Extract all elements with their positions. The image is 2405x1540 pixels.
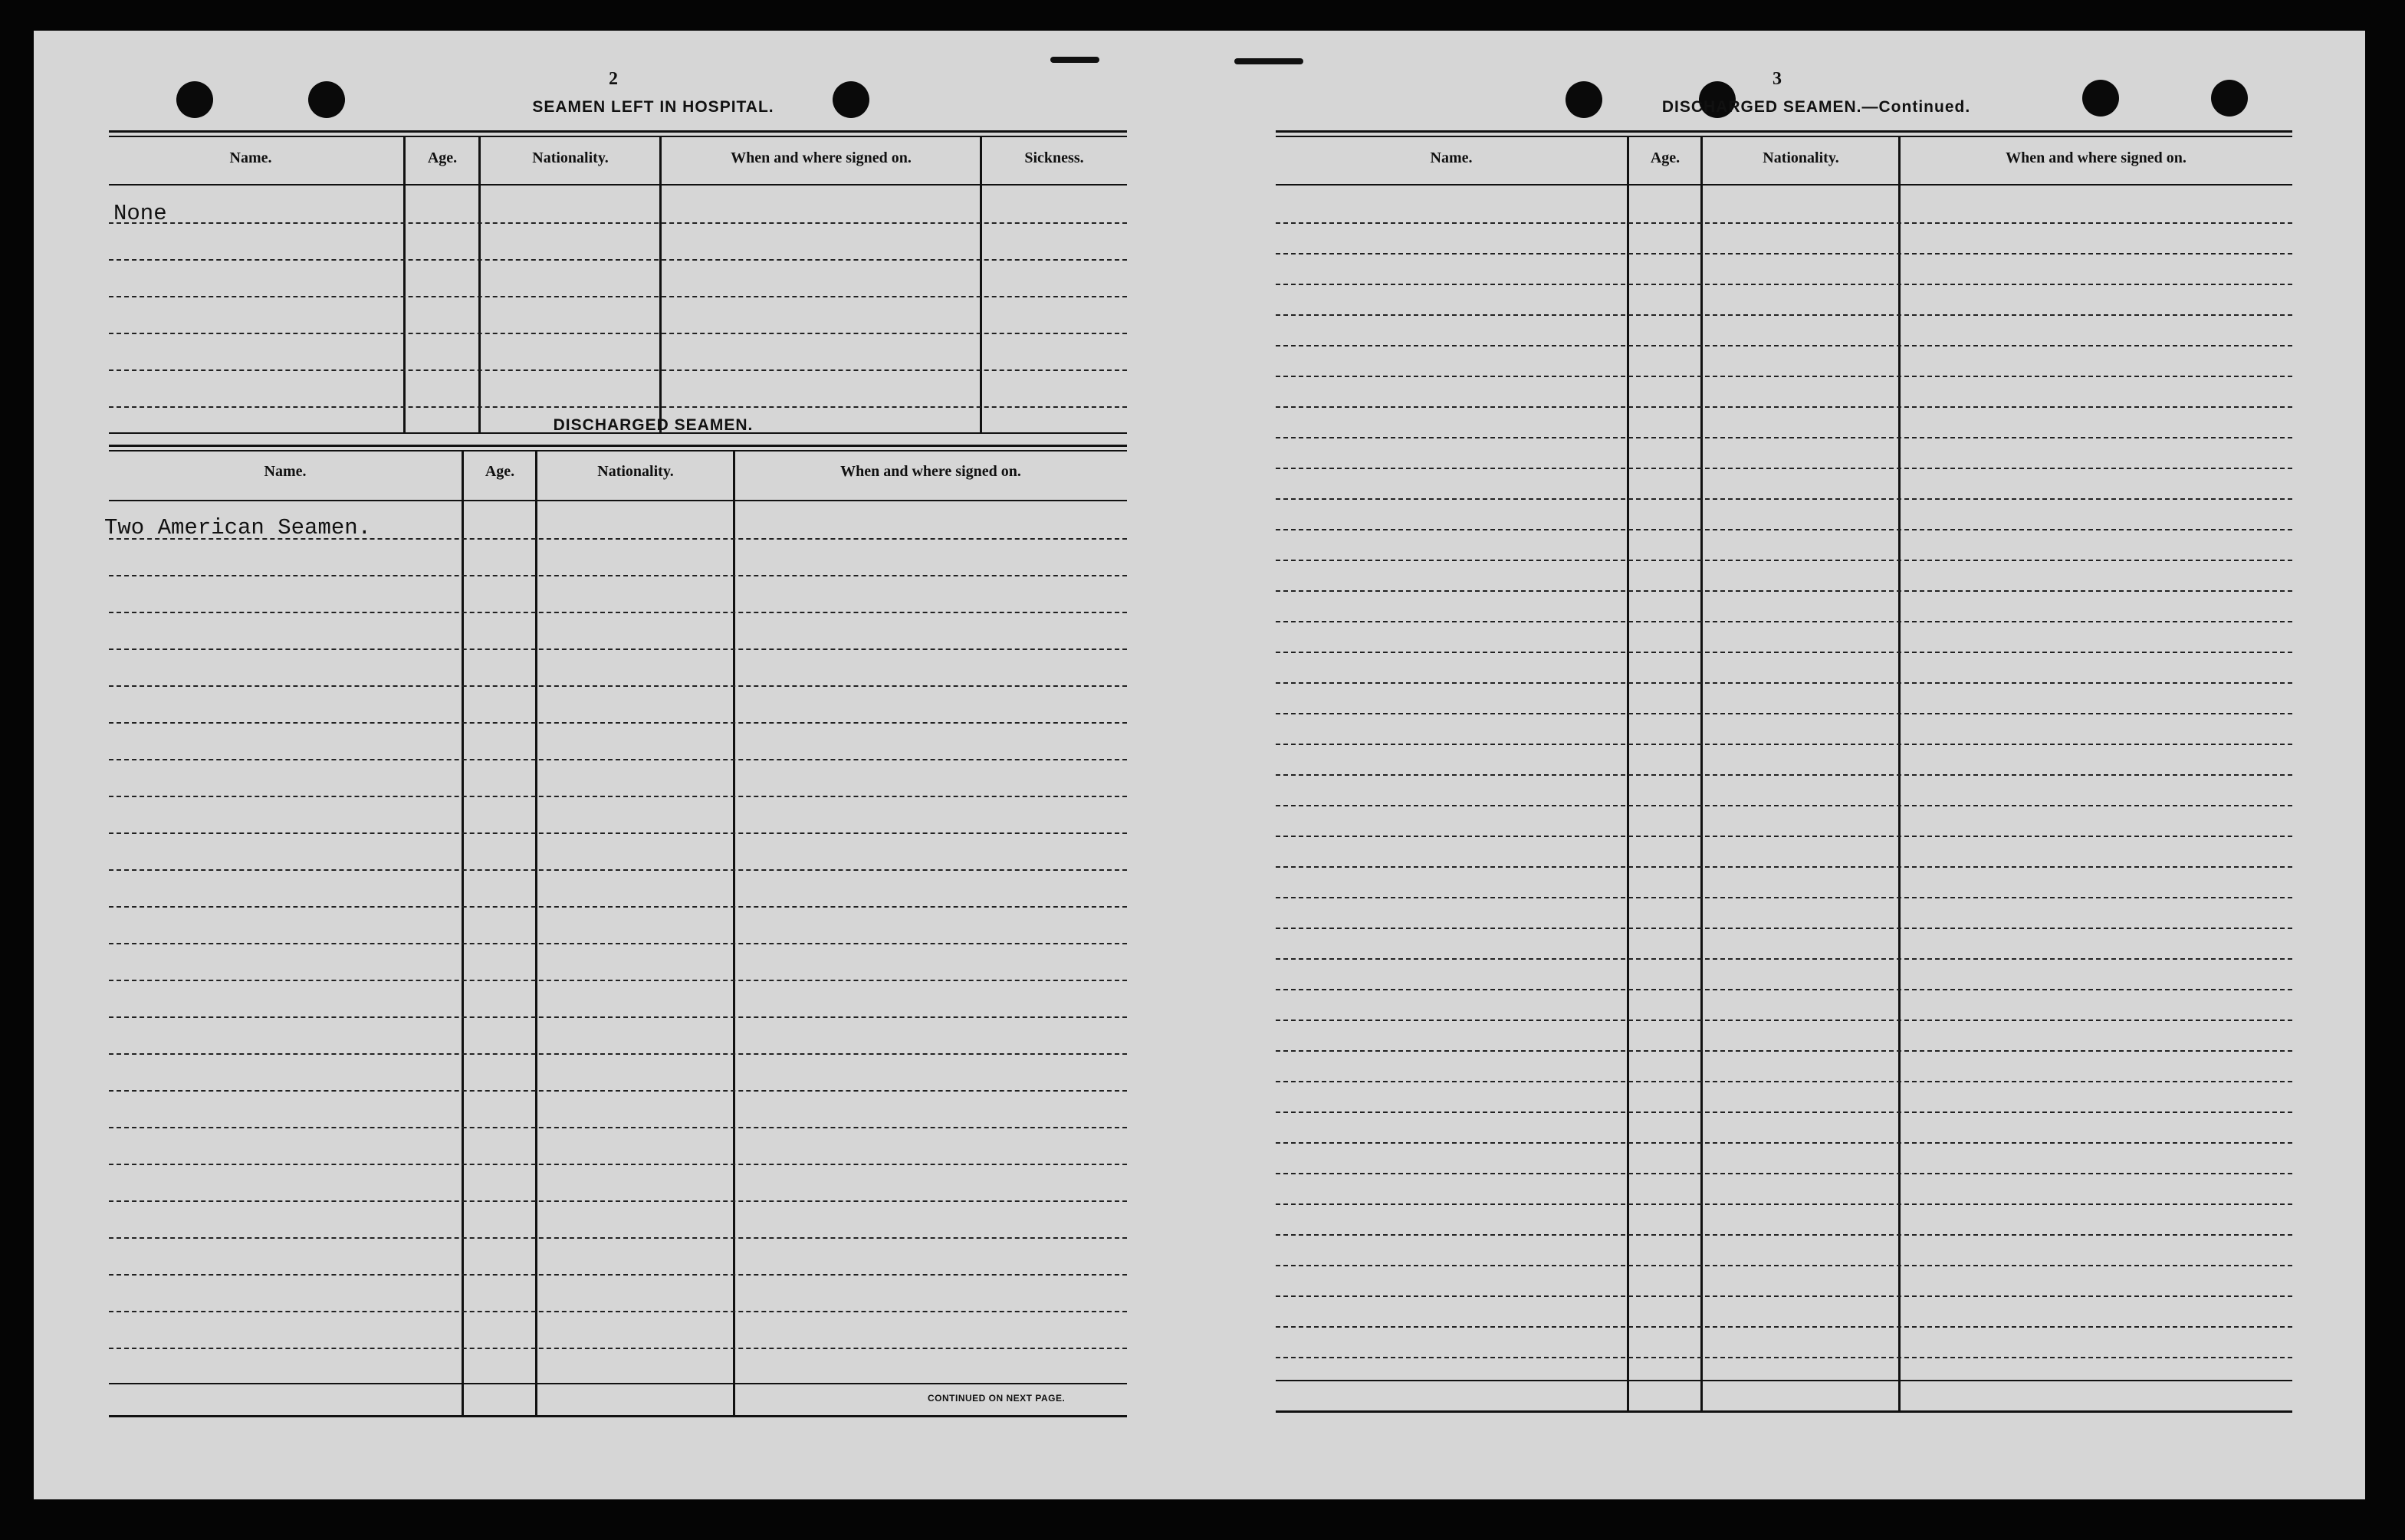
row-line <box>1276 284 2292 285</box>
row-line <box>109 222 1127 224</box>
hospital-entry: None <box>113 201 167 226</box>
row-line <box>1276 621 2292 622</box>
column-divider <box>733 450 735 1416</box>
row-line <box>1276 774 2292 776</box>
row-line <box>109 722 1127 724</box>
rule <box>1276 1410 2292 1413</box>
column-header-signed-on: When and where signed on. <box>840 463 1021 480</box>
row-line <box>1276 345 2292 346</box>
row-line <box>1276 529 2292 530</box>
continued-note: CONTINUED ON NEXT PAGE. <box>928 1393 1066 1404</box>
row-line <box>109 796 1127 797</box>
row-line <box>1276 1326 2292 1328</box>
row-line <box>109 1311 1127 1312</box>
hospital-section-title: SEAMEN LEFT IN HOSPITAL. <box>532 98 774 116</box>
row-line <box>1276 713 2292 714</box>
row-line <box>1276 1081 2292 1082</box>
row-line <box>1276 989 2292 990</box>
column-header-nationality: Nationality. <box>597 463 674 480</box>
rule <box>109 450 1127 451</box>
row-line <box>1276 376 2292 377</box>
row-line <box>1276 682 2292 684</box>
row-line <box>109 296 1127 297</box>
row-line <box>109 906 1127 908</box>
row-line <box>1276 498 2292 500</box>
row-line <box>109 538 1127 540</box>
row-line <box>109 612 1127 613</box>
column-divider <box>478 136 481 433</box>
column-header-nationality: Nationality. <box>532 149 609 166</box>
column-header-age: Age. <box>485 463 515 480</box>
row-line <box>1276 1111 2292 1113</box>
punch-hole <box>176 81 213 118</box>
row-line <box>1276 958 2292 960</box>
row-line <box>109 1274 1127 1276</box>
row-line <box>109 980 1127 981</box>
row-line <box>109 649 1127 650</box>
row-line <box>1276 1203 2292 1205</box>
row-line <box>109 869 1127 871</box>
row-line <box>1276 1265 2292 1266</box>
row-line <box>1276 866 2292 868</box>
row-line <box>109 943 1127 944</box>
row-line <box>1276 652 2292 653</box>
column-header-nationality: Nationality. <box>1763 149 1839 166</box>
row-line <box>109 759 1127 760</box>
row-line <box>109 685 1127 687</box>
column-divider <box>535 450 537 1416</box>
column-divider <box>659 136 662 433</box>
row-line <box>109 406 1127 408</box>
row-line <box>1276 1173 2292 1174</box>
row-line <box>109 1090 1127 1092</box>
page-number: 3 <box>1773 69 1782 89</box>
column-divider <box>980 136 982 433</box>
punch-hole <box>308 81 345 118</box>
row-line <box>1276 406 2292 408</box>
row-line <box>109 1053 1127 1055</box>
row-line <box>1276 1050 2292 1052</box>
row-line <box>109 1237 1127 1239</box>
rule <box>109 130 1127 133</box>
row-line <box>1276 468 2292 469</box>
rule <box>1276 136 2292 137</box>
rule <box>109 184 1127 186</box>
rule <box>109 445 1127 447</box>
rule <box>109 1415 1127 1417</box>
row-line <box>1276 590 2292 592</box>
rule <box>109 500 1127 501</box>
row-line <box>1276 1295 2292 1297</box>
column-header-signed-on: When and where signed on. <box>2006 149 2187 166</box>
ink-smudge <box>1050 57 1099 63</box>
row-line <box>1276 1234 2292 1236</box>
row-line <box>1276 222 2292 224</box>
row-line <box>1276 253 2292 254</box>
rule <box>1276 130 2292 133</box>
row-line <box>109 1127 1127 1128</box>
column-divider <box>462 450 464 1416</box>
row-line <box>109 1200 1127 1202</box>
row-line <box>1276 314 2292 316</box>
row-line <box>109 259 1127 261</box>
column-header-signed-on: When and where signed on. <box>731 149 912 166</box>
discharged-section-title: DISCHARGED SEAMEN. <box>553 416 754 434</box>
row-line <box>109 575 1127 576</box>
row-line <box>1276 560 2292 561</box>
rule <box>109 1383 1127 1384</box>
row-line <box>109 333 1127 334</box>
row-line <box>1276 836 2292 837</box>
column-header-age: Age. <box>427 149 458 166</box>
row-line <box>1276 1020 2292 1021</box>
page-number: 2 <box>609 69 618 89</box>
rule <box>1276 184 2292 186</box>
document-sheet <box>34 31 2365 1499</box>
row-line <box>109 1348 1127 1349</box>
row-line <box>109 1016 1127 1018</box>
row-line <box>1276 805 2292 806</box>
row-line <box>1276 437 2292 438</box>
column-header-name: Name. <box>229 149 272 166</box>
row-line <box>1276 928 2292 929</box>
column-header-name: Name. <box>1430 149 1473 166</box>
row-line <box>1276 1142 2292 1144</box>
column-header-sickness: Sickness. <box>1024 149 1084 166</box>
column-header-name: Name. <box>264 463 307 480</box>
row-line <box>109 1164 1127 1165</box>
column-header-age: Age. <box>1650 149 1681 166</box>
row-line <box>1276 744 2292 745</box>
ink-smudge <box>1234 58 1303 64</box>
rule <box>1276 1380 2292 1381</box>
punch-hole <box>2211 80 2248 117</box>
row-line <box>1276 897 2292 898</box>
discharged-entry: Two American Seamen. <box>104 515 372 540</box>
rule <box>109 136 1127 137</box>
continued-section-title: DISCHARGED SEAMEN.—Continued. <box>1661 98 1971 116</box>
row-line <box>109 832 1127 834</box>
row-line <box>1276 1357 2292 1358</box>
column-divider <box>403 136 406 433</box>
row-line <box>109 369 1127 371</box>
